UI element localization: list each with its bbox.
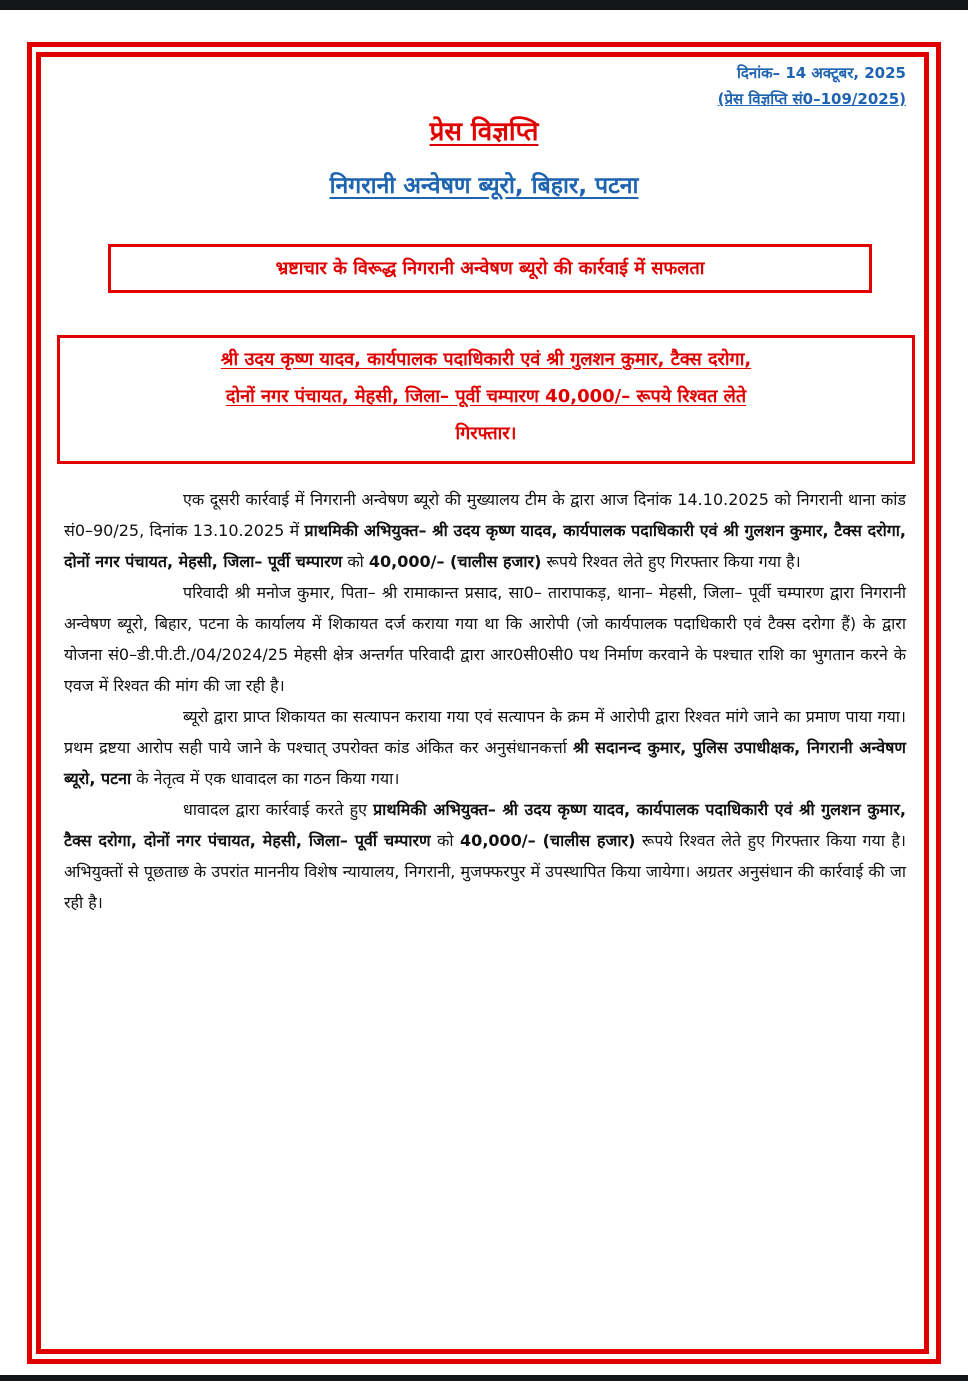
page-title [0, 112, 968, 152]
paragraph-text: ब्यूरो द्वारा प्राप्त शिकायत का सत्यापन कराया गया एवं सत्यापन के क्रम में आरोपी द्वारा रिश्वत मांगे जाने का प्रमाण पाया गया। प्रथम द्रष्टया आरोप सही पाये जाने के पश्चात् उपरोक्त कांड अंकित कर अनुसंधानकर्त्ता [64, 707, 906, 757]
banner-text: भ्रष्टाचार के विरूद्ध निगरानी अन्वेषण ब्यूरो की कार्रवाई में सफलता [275, 258, 705, 279]
title-text: प्रेस विज्ञप्ति [429, 117, 539, 147]
subtitle-text: निगरानी अन्वेषण ब्यूरो, बिहार, पटना [329, 173, 639, 199]
paragraph [64, 794, 906, 918]
paragraph [64, 577, 906, 701]
press-release-number: (प्रेस विज्ञप्ति सं0–109/2025) [717, 90, 906, 108]
paragraph-bold-text: 40,000/– (चालीस हजार) [368, 552, 542, 571]
page-subtitle [0, 168, 968, 204]
paragraph-text: के नेतृत्व में एक धावादल का गठन किया गया। [131, 769, 400, 788]
paragraph-text: रूपये रिश्वत लेते हुए गिरफ्तार किया गया है। अभियुक्तों से पूछताछ के उपरांत माननीय विशेष न्यायालय, निगरानी, मुजफ्फरपुर में उपस्थापित किया जायेगा। अग्रतर अनुसंधान की कार्रवाई की जा रही है। [64, 831, 906, 912]
paragraph-bold-text: श्री सदानन्द कुमार, पुलिस उपाधीक्षक, निगरानी अन्वेषण ब्यूरो, पटना [64, 738, 906, 788]
body-text [64, 484, 906, 918]
paragraph [64, 701, 906, 794]
date-reference-block [718, 60, 906, 112]
paragraph-text: परिवादी श्री मनोज कुमार, पिता– श्री रामाकान्त प्रसाद, सा0– तारापाकड़, थाना– मेहसी, जिला– पूर्वी चम्पारण द्वारा निगरानी अन्वेषण ब्यूरो, बिहार, पटना के कार्यालय में शिकायत दर्ज कराया गया था कि आरोपी (जो कार्यपालक पदाधिकारी एवं टैक्स दरोगा हैं) के द्वारा योजना सं0–डी.पी.टी./04/2024/25 मेहसी क्षेत्र अन्तर्गत परिवादी द्वारा आर0सी0सी0 पथ निर्माण करवाने के पश्चात राशि का भुगतान करने के एवज में रिश्वत की मांग की जा रही है। [64, 583, 906, 695]
bottom-dark-bar [0, 1375, 968, 1381]
paragraph [64, 484, 906, 577]
paragraph-text: को [342, 552, 369, 571]
paragraph-text: एक दूसरी कार्रवाई में निगरानी अन्वेषण ब्यूरो की मुख्यालय टीम के द्वारा आज दिनांक 14.10.2025 को निगरानी थाना कांड सं0–90/25, दिनांक 13.10.2025 में [64, 490, 906, 540]
success-banner [108, 244, 872, 293]
headline-box [57, 335, 915, 464]
paragraph-bold-text: 40,000/– (चालीस हजार) [460, 831, 636, 850]
top-dark-bar [0, 0, 968, 10]
paragraph-text: रूपये रिश्वत लेते हुए गिरफ्तार किया गया है। [541, 552, 801, 571]
headline-line-3: गिरफ्तार। [455, 423, 517, 444]
paragraph-bold-text: प्राथमिकी अभियुक्त– श्री उदय कृष्ण यादव, कार्यपालक पदाधिकारी एवं श्री गुलशन कुमार, टैक्स दरोगा, दोनों नगर पंचायत, मेहसी, जिला– पूर्वी चम्पारण [64, 800, 906, 850]
paragraph-bold-text: प्राथमिकी अभियुक्त– श्री उदय कृष्ण यादव, कार्यपालक पदाधिकारी एवं श्री गुलशन कुमार, टैक्स दरोगा, दोनों नगर पंचायत, मेहसी, जिला– पूर्वी चम्पारण [64, 521, 907, 571]
paragraph-text: को [430, 831, 461, 850]
headline-line-2: दोनों नगर पंचायत, मेहसी, जिला– पूर्वी चम्पारण 40,000/– रूपये रिश्वत लेते [225, 386, 747, 407]
paragraph-text: धावादल द्वारा कार्रवाई करते हुए [183, 800, 374, 819]
headline-line-1: श्री उदय कृष्ण यादव, कार्यपालक पदाधिकारी एवं श्री गुलशन कुमार, टैक्स दरोगा, [220, 349, 752, 370]
date-line: दिनांक– 14 अक्टूबर, 2025 [737, 64, 906, 82]
